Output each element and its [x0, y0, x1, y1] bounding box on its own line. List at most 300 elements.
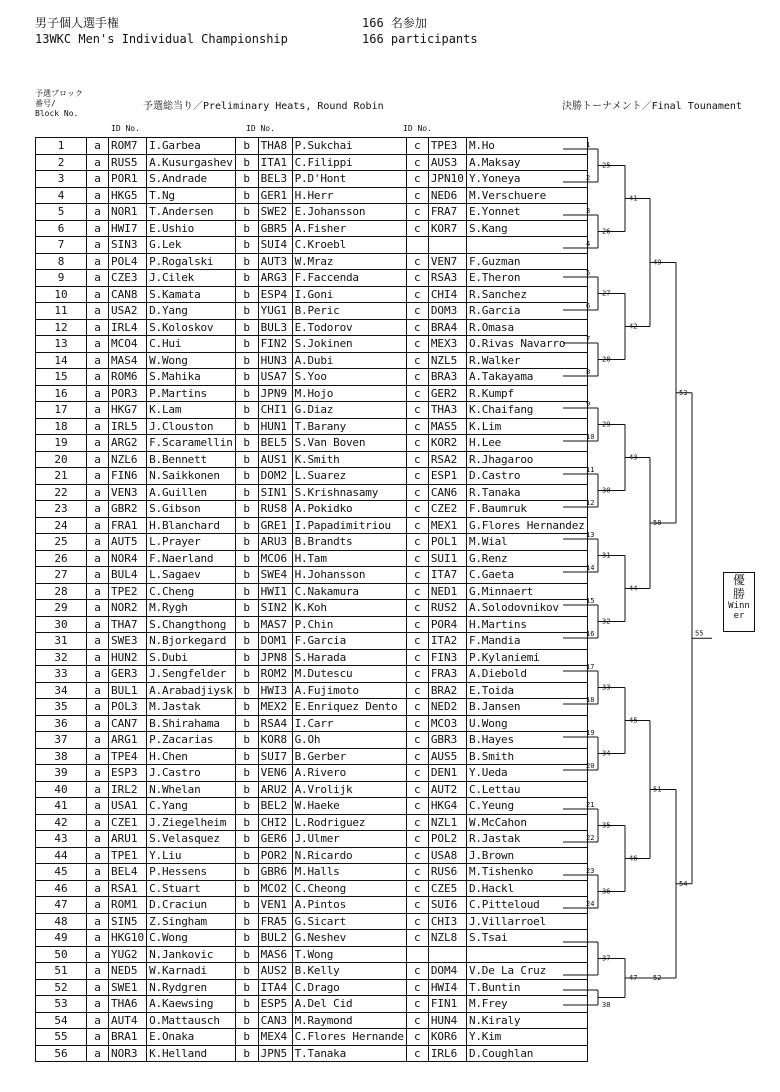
c-name-cell: M.Verschuere	[466, 187, 587, 204]
a-id-cell: POR1	[109, 171, 147, 188]
b-name-cell: S.Yoo	[292, 369, 406, 386]
a-id-cell: BEL4	[109, 864, 147, 881]
b-id-cell: BEL5	[258, 435, 292, 452]
block-number-cell: 22	[36, 484, 87, 501]
a-id-cell: NOR3	[109, 1045, 147, 1062]
a-name-cell: E.Ushio	[147, 220, 236, 237]
a-name-cell: Y.Liu	[147, 847, 236, 864]
bracket-match-2: 30	[602, 486, 611, 495]
block-number-cell: 21	[36, 468, 87, 485]
b-id-cell: SWE2	[258, 204, 292, 221]
block-number-cell: 24	[36, 517, 87, 534]
a-name-cell: C.Cheng	[147, 583, 236, 600]
bracket-match-1: 23	[586, 867, 595, 875]
b-id-cell: ESP5	[258, 996, 292, 1013]
bracket-match-1: 14	[586, 564, 595, 572]
b-name-cell: W.Haeke	[292, 798, 406, 815]
c-name-cell: M.Frey	[466, 996, 587, 1013]
bracket-match-1: 17	[586, 663, 595, 671]
block-number-cell: 25	[36, 534, 87, 551]
block-number-cell: 14	[36, 352, 87, 369]
a-id-cell: GER3	[109, 666, 147, 683]
letter-c-cell: c	[406, 699, 428, 716]
letter-c-cell: c	[406, 550, 428, 567]
winner-label-jp1: 優	[732, 573, 745, 587]
a-id-cell: CZE3	[109, 270, 147, 287]
c-name-cell: W.McCahon	[466, 814, 587, 831]
b-id-cell: GBR5	[258, 220, 292, 237]
c-name-cell: G.Renz	[466, 550, 587, 567]
letter-b-cell: b	[235, 237, 258, 254]
bracket-match-1: 7	[586, 335, 591, 343]
letter-c-cell: c	[406, 418, 428, 435]
a-name-cell: G.Lek	[147, 237, 236, 254]
a-id-cell: BUL1	[109, 682, 147, 699]
b-name-cell: E.Todorov	[292, 319, 406, 336]
letter-c-cell: c	[406, 963, 428, 980]
a-name-cell: S.Gibson	[147, 501, 236, 518]
b-id-cell: RUS8	[258, 501, 292, 518]
letter-b-cell: b	[235, 715, 258, 732]
b-name-cell: T.Tanaka	[292, 1045, 406, 1062]
c-name-cell: S.Tsai	[466, 930, 587, 947]
b-id-cell: HUN1	[258, 418, 292, 435]
bracket-match-1: 4	[586, 240, 591, 248]
letter-a-cell: a	[87, 946, 109, 963]
b-id-cell: RSA4	[258, 715, 292, 732]
letter-a-cell: a	[87, 666, 109, 683]
block-number-cell: 36	[36, 715, 87, 732]
c-id-cell: FRA3	[428, 666, 466, 683]
letter-b-cell: b	[235, 649, 258, 666]
block-number-cell: 34	[36, 682, 87, 699]
winner-box	[723, 572, 755, 632]
b-name-cell: C.Nakamura	[292, 583, 406, 600]
letter-b-cell: b	[235, 418, 258, 435]
a-name-cell: C.Stuart	[147, 880, 236, 897]
c-name-cell: R.Kumpf	[466, 385, 587, 402]
letter-c-cell: c	[406, 385, 428, 402]
letter-a-cell: a	[87, 286, 109, 303]
c-name-cell: K.Lim	[466, 418, 587, 435]
letter-b-cell: b	[235, 765, 258, 782]
bracket-match-2: 37	[602, 954, 611, 963]
b-name-cell: B.Kelly	[292, 963, 406, 980]
letter-b-cell: b	[235, 996, 258, 1013]
block-number-cell: 2	[36, 154, 87, 171]
letter-c-cell: c	[406, 484, 428, 501]
letter-b-cell: b	[235, 913, 258, 930]
bracket-match-1: 16	[586, 630, 595, 638]
c-id-cell: POL1	[428, 534, 466, 551]
b-name-cell: M.Dutescu	[292, 666, 406, 683]
b-name-cell: T.Barany	[292, 418, 406, 435]
a-id-cell: ARG2	[109, 435, 147, 452]
letter-b-cell: b	[235, 682, 258, 699]
b-name-cell: B.Gerber	[292, 748, 406, 765]
bracket-match-1: 1	[586, 141, 591, 149]
a-id-cell: POR3	[109, 385, 147, 402]
letter-b-cell: b	[235, 534, 258, 551]
b-name-cell: G.Oh	[292, 732, 406, 749]
letter-c-cell: c	[406, 220, 428, 237]
b-name-cell: A.Fujimoto	[292, 682, 406, 699]
letter-b-cell: b	[235, 369, 258, 386]
a-name-cell: S.Dubi	[147, 649, 236, 666]
a-id-cell: AUT5	[109, 534, 147, 551]
letter-b-cell: b	[235, 336, 258, 353]
c-name-cell: E.Theron	[466, 270, 587, 287]
c-id-cell: CZE2	[428, 501, 466, 518]
letter-a-cell: a	[87, 385, 109, 402]
c-id-cell: VEN7	[428, 253, 466, 270]
letter-b-cell: b	[235, 732, 258, 749]
letter-a-cell: a	[87, 237, 109, 254]
a-id-cell: GBR2	[109, 501, 147, 518]
block-number-cell: 16	[36, 385, 87, 402]
letter-a-cell: a	[87, 765, 109, 782]
letter-c-cell: c	[406, 402, 428, 419]
block-number-cell: 52	[36, 979, 87, 996]
a-id-cell: MAS4	[109, 352, 147, 369]
block-number-cell: 33	[36, 666, 87, 683]
bracket-match-5: 53	[679, 388, 688, 397]
block-number-cell: 20	[36, 451, 87, 468]
block-number-cell: 56	[36, 1045, 87, 1062]
c-id-cell: MEX3	[428, 336, 466, 353]
b-id-cell: FIN2	[258, 336, 292, 353]
a-name-cell: A.Guillen	[147, 484, 236, 501]
a-id-cell: IRL2	[109, 781, 147, 798]
b-name-cell: P.Sukchai	[292, 138, 406, 155]
c-id-cell: KOR2	[428, 435, 466, 452]
c-name-cell: M.Ho	[466, 138, 587, 155]
bracket-match-2: 33	[602, 683, 611, 692]
b-id-cell: VEN1	[258, 897, 292, 914]
bracket-match-3: 45	[629, 716, 638, 725]
letter-b-cell: b	[235, 451, 258, 468]
a-name-cell: P.Martins	[147, 385, 236, 402]
a-id-cell: SIN5	[109, 913, 147, 930]
letter-b-cell: b	[235, 286, 258, 303]
block-number-cell: 39	[36, 765, 87, 782]
bracket-match-2: 38	[602, 1001, 611, 1009]
c-id-cell: FRA7	[428, 204, 466, 221]
letter-c-cell: c	[406, 600, 428, 617]
b-name-cell: K.Koh	[292, 600, 406, 617]
letter-b-cell: b	[235, 138, 258, 155]
b-name-cell: C.Filippi	[292, 154, 406, 171]
a-id-cell: USA1	[109, 798, 147, 815]
b-name-cell: S.Krishnasamy	[292, 484, 406, 501]
bracket-match-3: 41	[629, 194, 638, 203]
c-id-cell: POR4	[428, 616, 466, 633]
bracket-match-4: 51	[653, 785, 662, 794]
bracket-match-1: 21	[586, 801, 595, 809]
letter-b-cell: b	[235, 303, 258, 320]
c-name-cell: M.Wial	[466, 534, 587, 551]
letter-c-cell: c	[406, 1029, 428, 1046]
c-name-cell: Y.Yoneya	[466, 171, 587, 188]
bracket-match-2: 25	[602, 161, 611, 170]
block-number-cell: 46	[36, 880, 87, 897]
b-id-cell: HWI3	[258, 682, 292, 699]
a-name-cell: D.Craciun	[147, 897, 236, 914]
b-id-cell: AUS1	[258, 451, 292, 468]
letter-c-cell: c	[406, 666, 428, 683]
letter-b-cell: b	[235, 814, 258, 831]
a-id-cell: VEN3	[109, 484, 147, 501]
a-name-cell: M.Jastak	[147, 699, 236, 716]
c-name-cell: C.Lettau	[466, 781, 587, 798]
letter-c-cell: c	[406, 880, 428, 897]
id-no-label-c: ID No.	[403, 124, 432, 133]
bracket-match-2: 34	[602, 749, 611, 758]
bracket-match-4: 52	[653, 974, 662, 982]
a-id-cell: THA7	[109, 616, 147, 633]
b-id-cell: SUI7	[258, 748, 292, 765]
a-id-cell: ESP3	[109, 765, 147, 782]
c-name-cell: M.Tishenko	[466, 864, 587, 881]
b-name-cell: B.Brandts	[292, 534, 406, 551]
a-name-cell: K.Lam	[147, 402, 236, 419]
letter-b-cell: b	[235, 204, 258, 221]
c-name-cell: R.Tanaka	[466, 484, 587, 501]
letter-c-cell: c	[406, 732, 428, 749]
a-name-cell: N.Rydgren	[147, 979, 236, 996]
a-name-cell: B.Shirahama	[147, 715, 236, 732]
block-number-cell: 48	[36, 913, 87, 930]
a-name-cell: H.Blanchard	[147, 517, 236, 534]
letter-c-cell: c	[406, 501, 428, 518]
c-name-cell: O.Rivas Navarro	[466, 336, 587, 353]
c-id-cell: RSA3	[428, 270, 466, 287]
c-name-cell: F.Guzman	[466, 253, 587, 270]
bracket-match-3: 43	[629, 453, 638, 462]
letter-a-cell: a	[87, 715, 109, 732]
a-id-cell: THA6	[109, 996, 147, 1013]
b-name-cell: I.Papadimitriou	[292, 517, 406, 534]
letter-b-cell: b	[235, 1012, 258, 1029]
a-id-cell: FIN6	[109, 468, 147, 485]
a-id-cell: RSA1	[109, 880, 147, 897]
b-id-cell: SWE4	[258, 567, 292, 584]
b-id-cell: SUI4	[258, 237, 292, 254]
b-id-cell: BEL3	[258, 171, 292, 188]
c-id-cell: AUS3	[428, 154, 466, 171]
block-number-cell: 35	[36, 699, 87, 716]
a-name-cell: P.Hessens	[147, 864, 236, 881]
block-number-cell: 10	[36, 286, 87, 303]
winner-label-en2: er	[733, 611, 745, 621]
c-name-cell: B.Jansen	[466, 699, 587, 716]
letter-a-cell: a	[87, 567, 109, 584]
b-name-cell: P.D'Hont	[292, 171, 406, 188]
c-id-cell: BRA4	[428, 319, 466, 336]
a-name-cell: L.Sagaev	[147, 567, 236, 584]
b-name-cell: T.Wong	[292, 946, 406, 963]
c-id-cell: AUT2	[428, 781, 466, 798]
a-name-cell: L.Prayer	[147, 534, 236, 551]
b-id-cell: GBR6	[258, 864, 292, 881]
c-name-cell: G.Flores Hernandez	[466, 517, 587, 534]
c-name-cell: S.Kang	[466, 220, 587, 237]
letter-b-cell: b	[235, 930, 258, 947]
c-id-cell: JPN10	[428, 171, 466, 188]
a-id-cell: NOR4	[109, 550, 147, 567]
c-name-cell: A.Diebold	[466, 666, 587, 683]
letter-a-cell: a	[87, 913, 109, 930]
letter-b-cell: b	[235, 864, 258, 881]
c-name-cell: F.Mandia	[466, 633, 587, 650]
block-number-cell: 29	[36, 600, 87, 617]
c-name-cell: C.Yeung	[466, 798, 587, 815]
letter-c-cell: c	[406, 583, 428, 600]
b-id-cell: HUN3	[258, 352, 292, 369]
a-name-cell: Z.Singham	[147, 913, 236, 930]
letter-a-cell: a	[87, 897, 109, 914]
c-id-cell: MCO3	[428, 715, 466, 732]
a-name-cell: H.Chen	[147, 748, 236, 765]
b-name-cell: B.Peric	[292, 303, 406, 320]
a-id-cell: YUG2	[109, 946, 147, 963]
c-id-cell: MAS5	[428, 418, 466, 435]
b-name-cell: A.Pokidko	[292, 501, 406, 518]
letter-b-cell: b	[235, 633, 258, 650]
a-id-cell: TPE1	[109, 847, 147, 864]
letter-b-cell: b	[235, 979, 258, 996]
block-number-cell: 45	[36, 864, 87, 881]
block-number-cell: 41	[36, 798, 87, 815]
bracket-match-1: 19	[586, 729, 595, 737]
b-name-cell: A.Pintos	[292, 897, 406, 914]
letter-c-cell: c	[406, 451, 428, 468]
bracket-match-1: 24	[586, 900, 595, 908]
c-id-cell: CAN6	[428, 484, 466, 501]
letter-a-cell: a	[87, 963, 109, 980]
letter-c-cell: c	[406, 187, 428, 204]
bracket-match-2: 27	[602, 289, 611, 298]
letter-a-cell: a	[87, 880, 109, 897]
letter-a-cell: a	[87, 303, 109, 320]
letter-c-cell: c	[406, 303, 428, 320]
letter-c-cell: c	[406, 352, 428, 369]
c-id-cell: FIN1	[428, 996, 466, 1013]
c-id-cell: DOM4	[428, 963, 466, 980]
letter-a-cell: a	[87, 418, 109, 435]
c-name-cell: Y.Kim	[466, 1029, 587, 1046]
winner-label-jp2: 勝	[732, 587, 745, 601]
b-id-cell: ROM2	[258, 666, 292, 683]
bracket-match-5: 54	[679, 879, 688, 888]
c-id-cell: THA3	[428, 402, 466, 419]
a-id-cell: ARU1	[109, 831, 147, 848]
block-number-cell: 7	[36, 237, 87, 254]
a-id-cell: NZL6	[109, 451, 147, 468]
bracket-match-2: 29	[602, 420, 611, 429]
c-id-cell: AUS5	[428, 748, 466, 765]
b-id-cell: MCO2	[258, 880, 292, 897]
block-number-cell: 42	[36, 814, 87, 831]
b-name-cell: A.Fisher	[292, 220, 406, 237]
title-en: 13WKC Men's Individual Championship	[35, 32, 288, 46]
c-name-cell: G.Minnaert	[466, 583, 587, 600]
letter-a-cell: a	[87, 583, 109, 600]
a-name-cell: S.Koloskov	[147, 319, 236, 336]
letter-c-cell: c	[406, 748, 428, 765]
a-name-cell: B.Bennett	[147, 451, 236, 468]
letter-a-cell: a	[87, 171, 109, 188]
b-name-cell: F.Faccenda	[292, 270, 406, 287]
a-id-cell: ROM1	[109, 897, 147, 914]
b-name-cell: E.Johansson	[292, 204, 406, 221]
b-id-cell: FRA5	[258, 913, 292, 930]
letter-c-cell: c	[406, 682, 428, 699]
participants-jp: 166 名参加	[362, 16, 427, 30]
letter-a-cell: a	[87, 352, 109, 369]
letter-a-cell: a	[87, 270, 109, 287]
b-name-cell: C.Cheong	[292, 880, 406, 897]
bracket-match-1: 6	[586, 302, 591, 310]
block-number-cell: 5	[36, 204, 87, 221]
letter-a-cell: a	[87, 748, 109, 765]
block-number-cell: 17	[36, 402, 87, 419]
a-name-cell: F.Scaramellin	[147, 435, 236, 452]
c-name-cell: R.Sanchez	[466, 286, 587, 303]
letter-b-cell: b	[235, 963, 258, 980]
letter-a-cell: a	[87, 732, 109, 749]
c-name-cell: B.Smith	[466, 748, 587, 765]
b-name-cell: G.Neshev	[292, 930, 406, 947]
letter-c-cell: c	[406, 847, 428, 864]
a-id-cell: FRA1	[109, 517, 147, 534]
letter-a-cell: a	[87, 154, 109, 171]
a-name-cell: A.Arabadjiysk	[147, 682, 236, 699]
block-number-cell: 54	[36, 1012, 87, 1029]
a-name-cell: M.Rygh	[147, 600, 236, 617]
letter-c-cell: c	[406, 270, 428, 287]
block-number-cell: 3	[36, 171, 87, 188]
b-name-cell: H.Johansson	[292, 567, 406, 584]
a-name-cell: N.Jankovic	[147, 946, 236, 963]
bracket-match-1: 9	[586, 400, 591, 408]
letter-a-cell: a	[87, 649, 109, 666]
c-id-cell: NED2	[428, 699, 466, 716]
letter-b-cell: b	[235, 748, 258, 765]
a-name-cell: S.Andrade	[147, 171, 236, 188]
b-id-cell: HWI1	[258, 583, 292, 600]
b-id-cell: MEX4	[258, 1029, 292, 1046]
letter-c-cell: c	[406, 864, 428, 881]
letter-b-cell: b	[235, 699, 258, 716]
b-id-cell: GER1	[258, 187, 292, 204]
letter-c-cell: c	[406, 979, 428, 996]
letter-c-cell: c	[406, 814, 428, 831]
a-id-cell: POL3	[109, 699, 147, 716]
b-name-cell: M.Hojo	[292, 385, 406, 402]
a-id-cell: ROM7	[109, 138, 147, 155]
letter-c-cell: c	[406, 715, 428, 732]
a-name-cell: J.Castro	[147, 765, 236, 782]
b-id-cell: JPN8	[258, 649, 292, 666]
b-id-cell: DOM1	[258, 633, 292, 650]
letter-b-cell: b	[235, 171, 258, 188]
b-id-cell: SIN1	[258, 484, 292, 501]
b-id-cell: USA7	[258, 369, 292, 386]
c-id-cell: SUI1	[428, 550, 466, 567]
letter-b-cell: b	[235, 583, 258, 600]
letter-c-cell: c	[406, 765, 428, 782]
